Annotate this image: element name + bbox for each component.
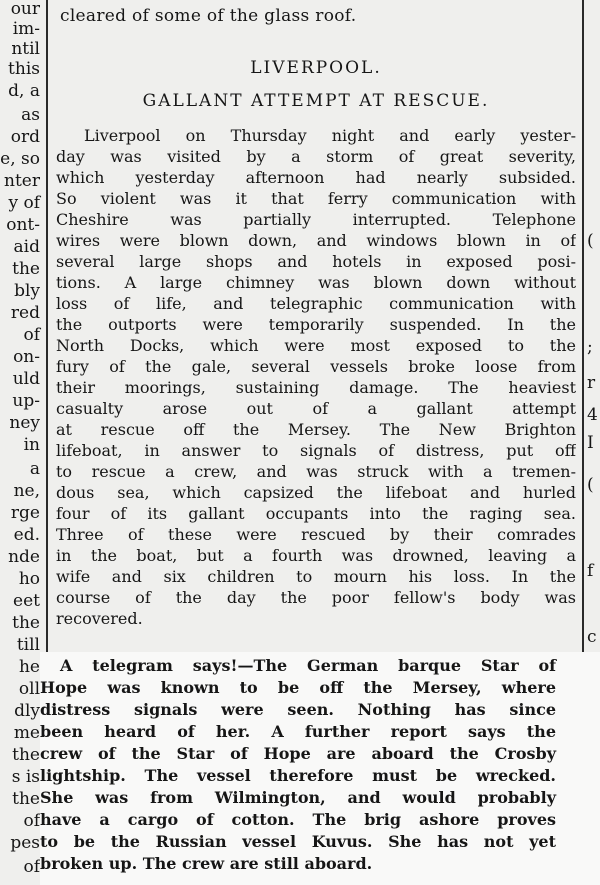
article-line: wires were blown down, and windows blown in of <box>56 231 576 250</box>
article-line: loss of life, and telegraphic communication with <box>56 294 576 313</box>
article-line: tions. A large chimney was blown down without <box>56 273 576 292</box>
right-fragment: ( <box>587 475 594 495</box>
right-fragment: I <box>587 433 594 453</box>
previous-article-last-line: cleared of some of the glass roof. <box>60 6 357 26</box>
left-fragment: this <box>8 59 40 79</box>
left-fragment: ho <box>18 569 40 589</box>
left-fragment: of <box>23 325 40 345</box>
left-fragment: our <box>10 0 40 19</box>
article-line: in the boat, but a fourth was drowned, leaving a <box>56 546 576 565</box>
telegram-line: broken up. The crew are still aboard. <box>40 854 373 873</box>
left-fragment: ed. <box>13 525 40 545</box>
left-fragment: eet <box>13 591 40 611</box>
article-line: dous sea, which capsized the lifeboat and hurled <box>56 483 576 502</box>
left-column-fragments <box>0 0 44 885</box>
left-fragment: of <box>23 857 40 877</box>
left-fragment: as <box>21 105 40 125</box>
left-fragment: nde <box>8 547 40 567</box>
left-fragment: ord <box>10 127 40 147</box>
left-fragment: rge <box>10 503 40 523</box>
left-fragment: uld <box>12 369 40 389</box>
left-fragment: bly <box>14 281 40 301</box>
left-fragment: e, so <box>0 149 40 169</box>
article-line: lifeboat, in answer to signals of distress, put off <box>56 441 576 460</box>
left-fragment: the <box>12 745 40 765</box>
left-fragment: on- <box>13 347 40 367</box>
article-line: several large shops and hotels in exposed posi- <box>56 252 576 271</box>
article-subheading: GALLANT ATTEMPT AT RESCUE. <box>142 91 490 111</box>
telegram-line: Hope was known to be off the Mersey, where <box>40 678 556 697</box>
left-fragment: y of <box>8 193 40 213</box>
article-line: So violent was it that ferry communication with <box>56 189 576 208</box>
article-line: Cheshire was partially interrupted. Telephone <box>56 210 576 229</box>
telegram-line: distress signals were seen. Nothing has since <box>40 700 556 719</box>
left-fragment: s is <box>11 767 40 787</box>
article-line: recovered. <box>56 609 143 628</box>
right-fragment: f <box>587 561 594 581</box>
article-line: course of the day the poor fellow's body was <box>56 588 576 607</box>
article-line: wife and six children to mourn his loss. In the <box>56 567 576 586</box>
right-fragment: ( <box>587 231 594 251</box>
left-fragment: me <box>13 723 40 743</box>
article-line: to rescue a crew, and was struck with a tremen- <box>56 462 576 481</box>
left-fragment: nter <box>4 171 40 191</box>
left-fragment: dly <box>14 701 40 721</box>
telegram-line: crew of the Star of Hope are aboard the Crosby <box>40 744 556 763</box>
left-fragment: of <box>23 811 40 831</box>
telegram-line: to be the Russian vessel Kuvus. She has not yet <box>40 832 556 851</box>
left-fragment: ntil <box>11 39 40 59</box>
article-line: Three of these were rescued by their comrades <box>56 525 576 544</box>
article-line: four of its gallant occupants into the raging sea. <box>56 504 576 523</box>
left-fragment: pes <box>10 833 40 853</box>
left-fragment: oll <box>18 679 40 699</box>
article-line: fury of the gale, several vessels broke loose from <box>56 357 576 376</box>
left-fragment: a <box>29 459 40 479</box>
right-fragment: c <box>587 627 597 647</box>
left-fragment: up- <box>12 391 40 411</box>
right-fragment: 4 <box>587 405 598 425</box>
article-heading: LIVERPOOL. <box>250 58 382 78</box>
left-fragment: ney <box>9 413 40 433</box>
left-fragment: red <box>10 303 40 323</box>
left-fragment: the <box>12 259 40 279</box>
article-line: day was visited by a storm of great severity, <box>56 147 576 166</box>
article-line: their moorings, sustaining damage. The heaviest <box>56 378 576 397</box>
telegram-line: A telegram says!—The German barque Star of <box>60 656 556 675</box>
article-line: North Docks, which were most exposed to the <box>56 336 576 355</box>
article-line: which yesterday afternoon had nearly subsided. <box>56 168 576 187</box>
left-fragment: the <box>12 789 40 809</box>
article-line: Liverpool on Thursday night and early yester- <box>84 126 576 145</box>
left-fragment: till <box>16 635 40 655</box>
telegram-line: She was from Wilmington, and would probably <box>40 788 556 807</box>
left-fragment: aid <box>13 237 40 257</box>
telegram-paragraph <box>40 652 600 885</box>
telegram-line: lightship. The vessel therefore must be wrecked. <box>40 766 556 785</box>
left-fragment: d, a <box>8 81 40 101</box>
article-line: the outports were temporarily suspended. In the <box>56 315 576 334</box>
right-fragment: r <box>587 373 596 393</box>
left-fragment: he <box>18 657 40 677</box>
left-fragment: the <box>12 613 40 633</box>
article-line: at rescue off the Mersey. The New Brighton <box>56 420 576 439</box>
left-fragment: im- <box>12 19 40 39</box>
telegram-line: have a cargo of cotton. The brig ashore proves <box>40 810 556 829</box>
article-line: casualty arose out of a gallant attempt <box>56 399 576 418</box>
left-fragment: in <box>23 435 40 455</box>
right-fragment: ; <box>587 337 593 357</box>
left-fragment: ne, <box>13 481 40 501</box>
telegram-line: been heard of her. A further report says the <box>40 722 556 741</box>
left-fragment: ont- <box>6 215 40 235</box>
